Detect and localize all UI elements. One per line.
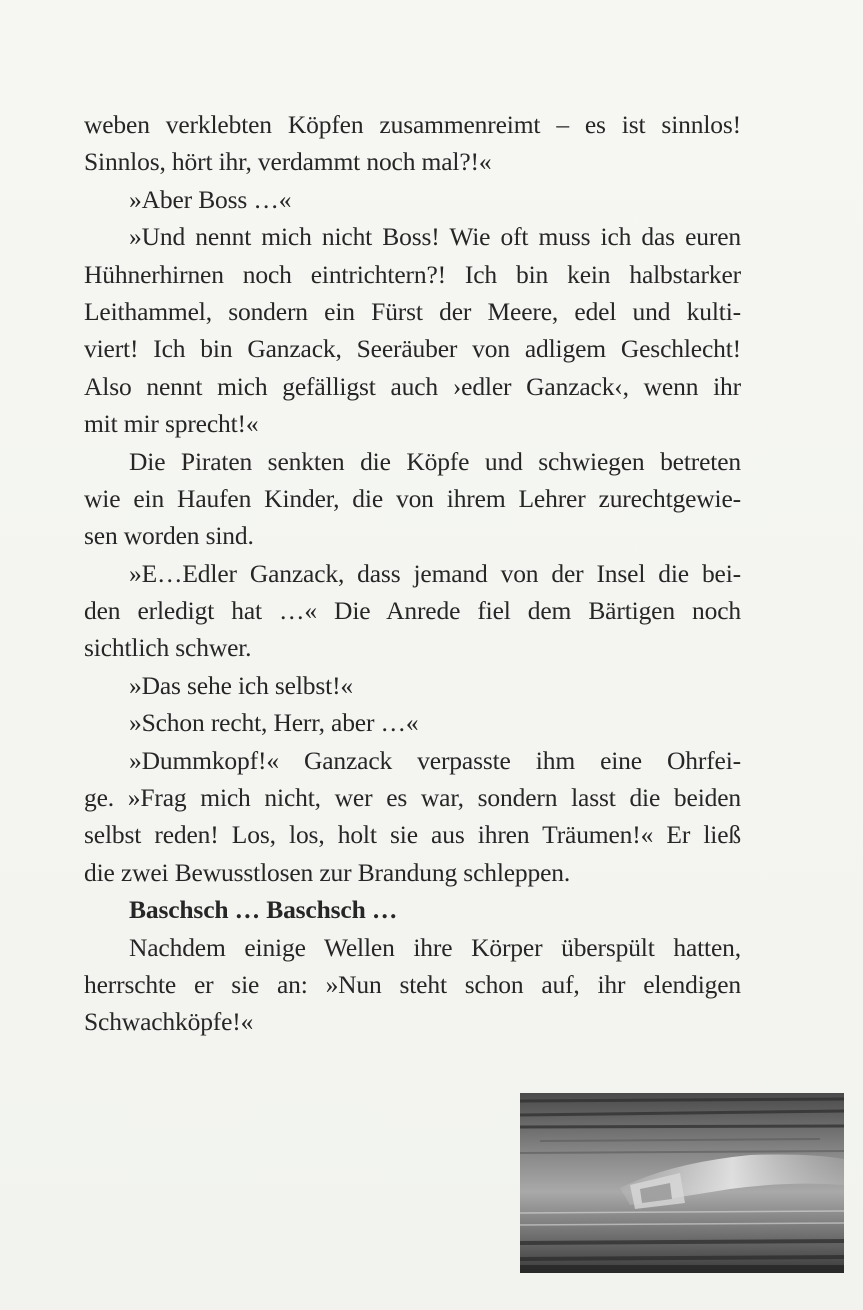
page-text bbox=[84, 106, 741, 1041]
sound-effect-line: Baschsch … Baschsch … bbox=[129, 895, 398, 925]
text-line-15: sichtlich schwer. bbox=[84, 633, 252, 663]
text-line-25: Schwachköpfe!« bbox=[84, 1007, 254, 1037]
sea-wave-image-icon bbox=[520, 1093, 844, 1273]
text-line-16: »Das sehe ich selbst!« bbox=[129, 670, 354, 700]
text-line-12: sen worden sind. bbox=[84, 521, 254, 551]
text-line-14: den erledigt hat …« Die Anrede fiel dem Bärtigen noch bbox=[84, 596, 741, 626]
text-line-19: ge. »Frag mich nicht, wer es war, sondern lasst die beiden bbox=[84, 783, 741, 813]
text-line-4: »Und nennt mich nicht Boss! Wie oft muss ich das euren bbox=[129, 222, 741, 252]
text-line-9: mit mir sprecht!« bbox=[84, 409, 259, 439]
illustration-photo bbox=[520, 1093, 844, 1273]
text-line-2: Sinnlos, hört ihr, verdammt noch mal?!« bbox=[84, 147, 492, 177]
text-line-7: viert! Ich bin Ganzack, Seeräuber von adligem Geschlecht! bbox=[84, 334, 741, 364]
text-line-6: Leithammel, sondern ein Fürst der Meere, edel und kulti- bbox=[84, 296, 741, 326]
text-line-20: selbst reden! Los, los, holt sie aus ihren Träumen!« Er ließ bbox=[84, 820, 741, 850]
text-line-8: Also nennt mich gefälligst auch ›edler Ganzack‹, wenn ihr bbox=[84, 371, 741, 401]
text-line-10: Die Piraten senkten die Köpfe und schwiegen betreten bbox=[129, 446, 741, 476]
text-line-23: Nachdem einige Wellen ihre Körper überspült hatten, bbox=[129, 932, 741, 962]
text-line-5: Hühnerhirnen noch eintrichtern?! Ich bin kein halbstarker bbox=[84, 259, 741, 289]
text-line-18: »Dummkopf!« Ganzack verpasste ihm eine Ohrfei- bbox=[129, 745, 741, 775]
text-line-13: »E…Edler Ganzack, dass jemand von der Insel die bei- bbox=[129, 558, 741, 588]
text-line-21: die zwei Bewusstlosen zur Brandung schleppen. bbox=[84, 857, 571, 887]
text-line-1: weben verklebten Köpfen zusammenreimt – es ist sinnlos! bbox=[84, 110, 741, 139]
text-line-17: »Schon recht, Herr, aber …« bbox=[129, 708, 419, 738]
text-line-11: wie ein Haufen Kinder, die von ihrem Lehrer zurechtgewie- bbox=[84, 483, 741, 513]
text-line-3: »Aber Boss …« bbox=[129, 184, 292, 214]
text-line-24: herrschte er sie an: »Nun steht schon auf, ihr elendigen bbox=[84, 969, 741, 999]
